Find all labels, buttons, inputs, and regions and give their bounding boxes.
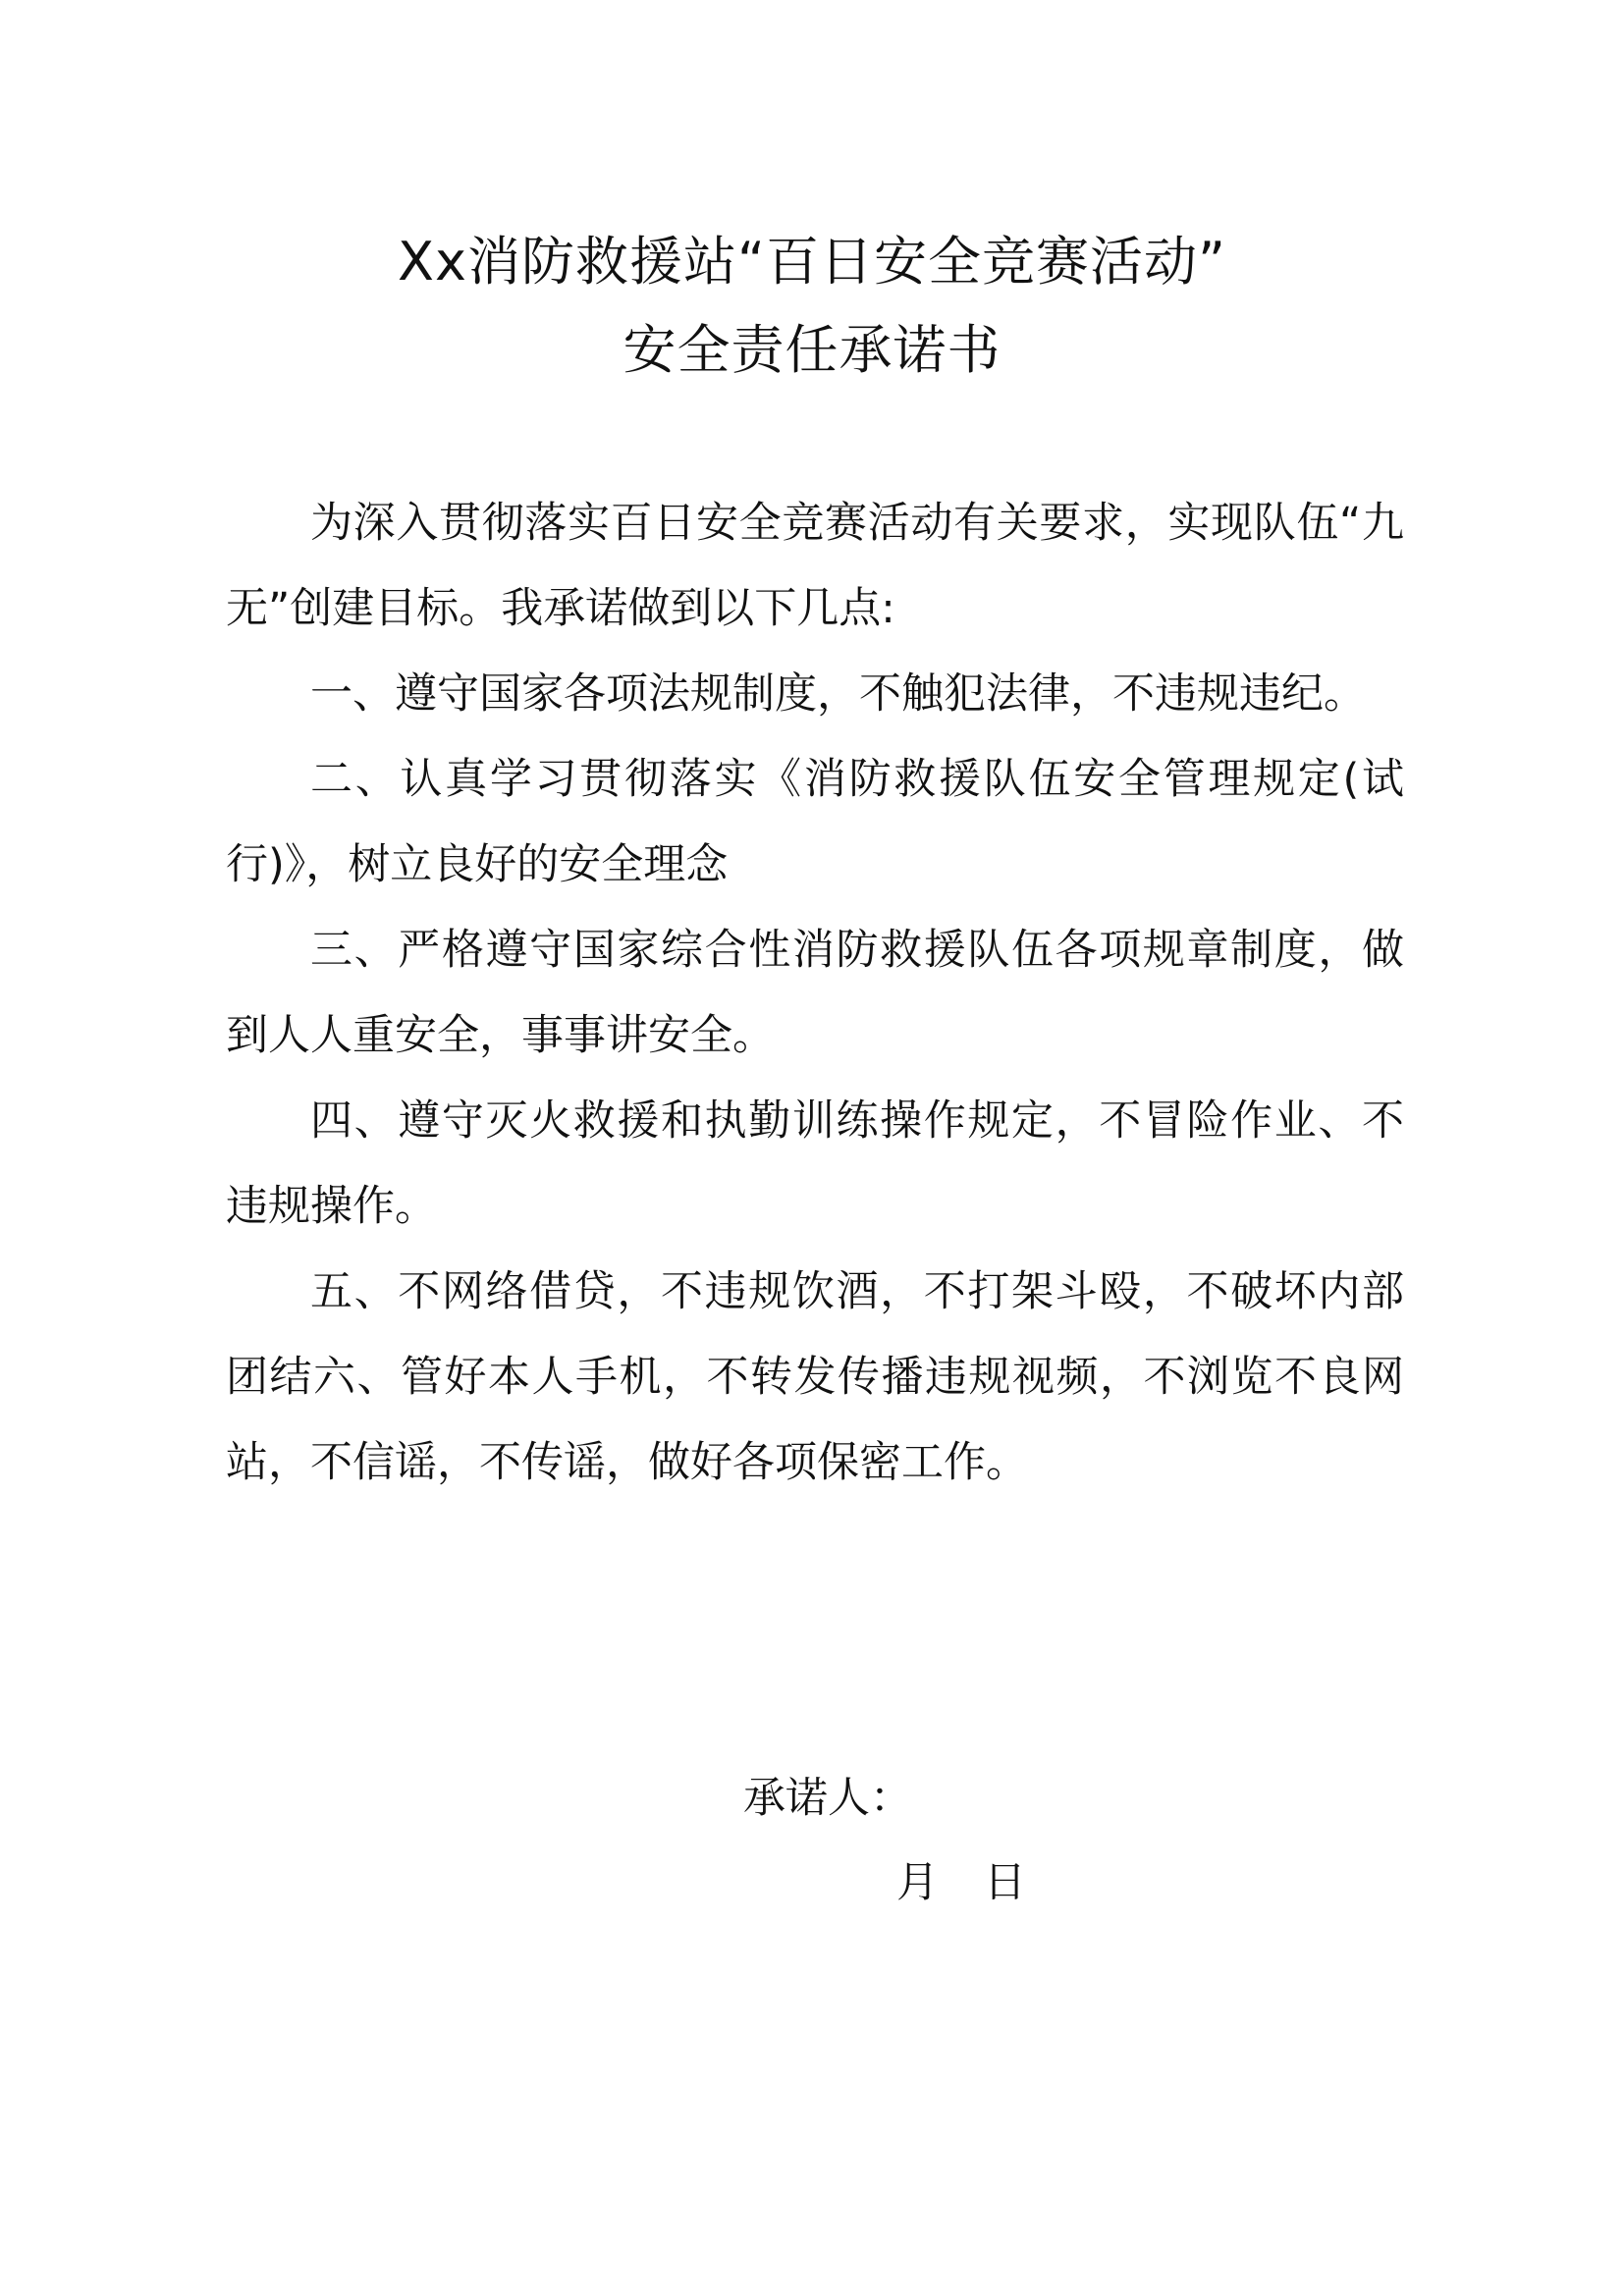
- day-label: 日: [984, 1858, 1026, 1907]
- document-title-line2: 安全责任承诺书: [623, 319, 1001, 381]
- document-title-line1: Xx消防救援站“百日安全竞赛活动”: [398, 231, 1226, 293]
- commitment-item-3: 三、严格遵守国家综合性消防救援队伍各项规章制度，做到人人重安全，事事讲安全。: [226, 926, 1404, 1060]
- commitment-item-2: 二、认真学习贯彻落实《消防救援队伍安全管理规定(试行)》，树立良好的安全理念: [226, 755, 1404, 889]
- promisor-label: 承诺人：: [743, 1774, 912, 1823]
- intro-paragraph: 为深入贯彻落实百日安全竞赛活动有关要求，实现队伍“九无”创建目标。我承诺做到以下几点:: [226, 499, 1404, 633]
- document-body: [226, 481, 1404, 1506]
- commitment-item-4: 四、遵守灭火救援和执勤训练操作规定，不冒险作业、不违规操作。: [226, 1096, 1404, 1231]
- month-label: 月: [896, 1858, 939, 1907]
- commitment-item-5: 五、不网络借贷，不违规饮酒，不打架斗殴，不破坏内部团结六、管好本人手机，不转发传播违规视频，不浏览不良网站，不信谣，不传谣，做好各项保密工作。: [226, 1267, 1404, 1487]
- commitment-item-1: 一、遵守国家各项法规制度，不触犯法律，不违规违纪。: [310, 669, 1366, 719]
- date-line: [896, 1853, 1026, 1912]
